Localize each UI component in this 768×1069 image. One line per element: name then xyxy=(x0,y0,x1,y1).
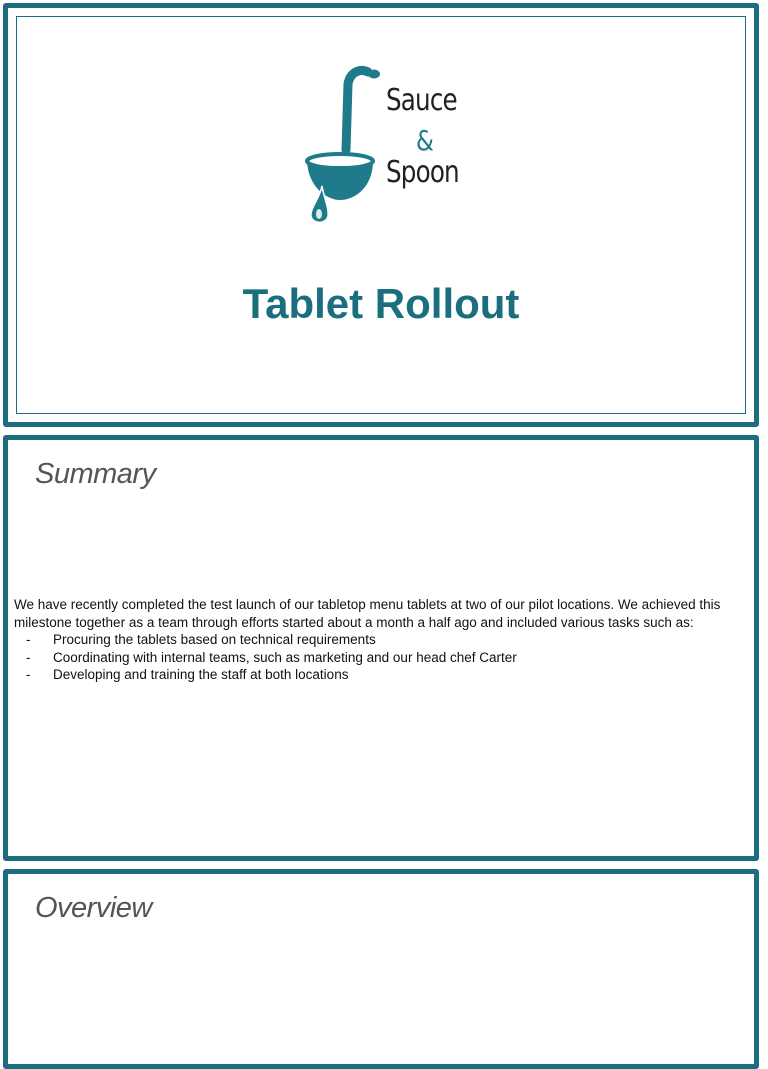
title-slide xyxy=(3,3,759,427)
list-item xyxy=(14,631,734,649)
bullet-text: Procuring the tablets based on technical requirements xyxy=(53,632,376,647)
slide-heading: Summary xyxy=(35,458,156,490)
summary-slide xyxy=(3,435,759,861)
slide-heading: Overview xyxy=(35,892,152,924)
presentation-title: Tablet Rollout xyxy=(242,280,520,327)
logo-word-spoon: Spoon xyxy=(386,155,459,190)
logo-word-sauce: Sauce xyxy=(386,83,457,118)
summary-paragraph: We have recently completed the test launch of our tabletop menu tablets at two of our pilot locations. We achieved this milestone together as a team through efforts started about a month a half ago and included various tasks such as: xyxy=(14,597,721,630)
list-item xyxy=(14,666,734,684)
ladle-icon xyxy=(298,58,388,228)
bullet-marker: - xyxy=(26,667,31,682)
summary-body xyxy=(14,596,734,684)
summary-bullet-list xyxy=(14,631,734,684)
list-item xyxy=(14,649,734,667)
logo-ampersand: & xyxy=(416,124,434,157)
bullet-marker: - xyxy=(26,632,31,647)
overview-slide xyxy=(3,869,759,1069)
bullet-text: Coordinating with internal teams, such as marketing and our head chef Carter xyxy=(53,649,517,665)
sauce-and-spoon-logo xyxy=(298,58,478,228)
bullet-text: Developing and training the staff at both locations xyxy=(53,667,349,682)
bullet-marker: - xyxy=(26,649,31,665)
